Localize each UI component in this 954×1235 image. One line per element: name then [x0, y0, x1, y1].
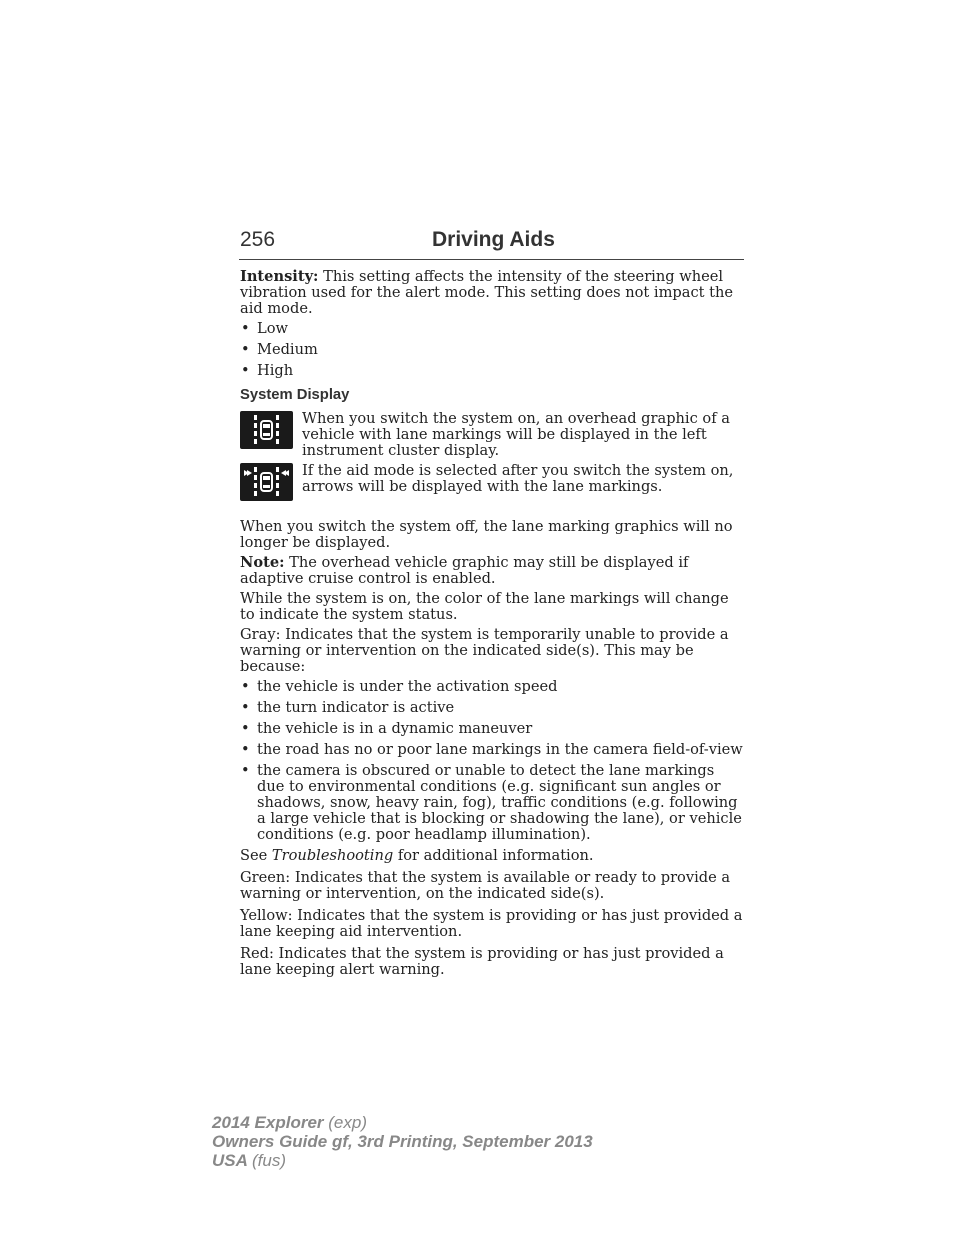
page-body: [240, 269, 745, 982]
intensity-options-list: [240, 321, 745, 379]
header-divider: [239, 259, 744, 260]
footer-line-2: Owners Guide gf, 3rd Printing, September 2013: [212, 1132, 593, 1151]
note-label: Note:: [240, 554, 285, 571]
lane-keeping-arrows-icon: [240, 463, 293, 501]
green-paragraph: Green: Indicates that the system is available or ready to provide a warning or intervention, on the indicated side(s).: [240, 869, 731, 902]
note-text: The overhead vehicle graphic may still be displayed if adaptive cruise control is enabled.: [240, 554, 689, 587]
footer-market-code: (fus): [252, 1151, 286, 1170]
gray-paragraph: Gray: Indicates that the system is temporarily unable to provide a warning or intervention on the indicated side(s). This may be because:: [240, 626, 729, 675]
footer-line-3: [212, 1151, 593, 1170]
footer-market: USA: [212, 1151, 248, 1170]
footer: [212, 1113, 593, 1170]
note-paragraph: [240, 555, 745, 587]
page-title: Driving Aids: [432, 228, 555, 251]
yellow-paragraph: Yellow: Indicates that the system is providing or has just provided a lane keeping aid intervention.: [240, 907, 743, 940]
list-item: • the turn indicator is active: [240, 700, 745, 716]
gray-reasons-list: [240, 679, 745, 843]
see-prefix: See: [240, 847, 268, 864]
icon-row-arrows-text: If the aid mode is selected after you switch the system on, arrows will be displayed with the lane markings.: [302, 462, 734, 495]
list-item: • the vehicle is under the activation speed: [240, 679, 745, 695]
list-item: • the road has no or poor lane markings in the camera field-of-view: [240, 742, 745, 758]
footer-model-code: (exp): [328, 1113, 367, 1132]
icon-row-vehicle: [240, 411, 745, 459]
intensity-label: Intensity:: [240, 268, 319, 285]
section-heading-system-display: System Display: [240, 387, 350, 403]
footer-model: 2014 Explorer: [212, 1113, 324, 1132]
troubleshooting-reference: Troubleshooting: [271, 847, 394, 864]
list-item: • the vehicle is in a dynamic maneuver: [240, 721, 745, 737]
lane-keeping-vehicle-icon: [240, 411, 293, 449]
red-paragraph: Red: Indicates that the system is providing or has just provided a lane keeping alert warning.: [240, 945, 724, 978]
list-item: • High: [240, 363, 745, 379]
color-intro-paragraph: While the system is on, the color of the lane markings will change to indicate the system status.: [240, 590, 729, 623]
intensity-text: This setting affects the intensity of the steering wheel vibration used for the alert mode. This setting does not impact the aid mode.: [240, 268, 734, 317]
page-number: 256: [240, 228, 276, 251]
list-item: • Medium: [240, 342, 745, 358]
see-suffix: for additional information.: [397, 847, 594, 864]
intensity-paragraph: [240, 269, 745, 317]
see-troubleshooting-paragraph: [240, 848, 745, 864]
icon-row-vehicle-text: When you switch the system on, an overhead graphic of a vehicle with lane markings will be displayed in the left instrument cluster display.: [302, 410, 730, 459]
icon-row-arrows: [240, 463, 745, 501]
list-item: • Low: [240, 321, 745, 337]
footer-line-1: [212, 1113, 593, 1132]
list-item: • the camera is obscured or unable to detect the lane markings due to environmental conditions (e.g. significant sun angles or shadows, snow, heavy rain, fog), traffic conditions (e.g. following a large vehicle that is blocking or shadowing the lane), or vehicle conditions (e.g. poor headlamp illumination).: [240, 763, 745, 843]
system-off-paragraph: When you switch the system off, the lane marking graphics will no longer be displayed.: [240, 518, 733, 551]
